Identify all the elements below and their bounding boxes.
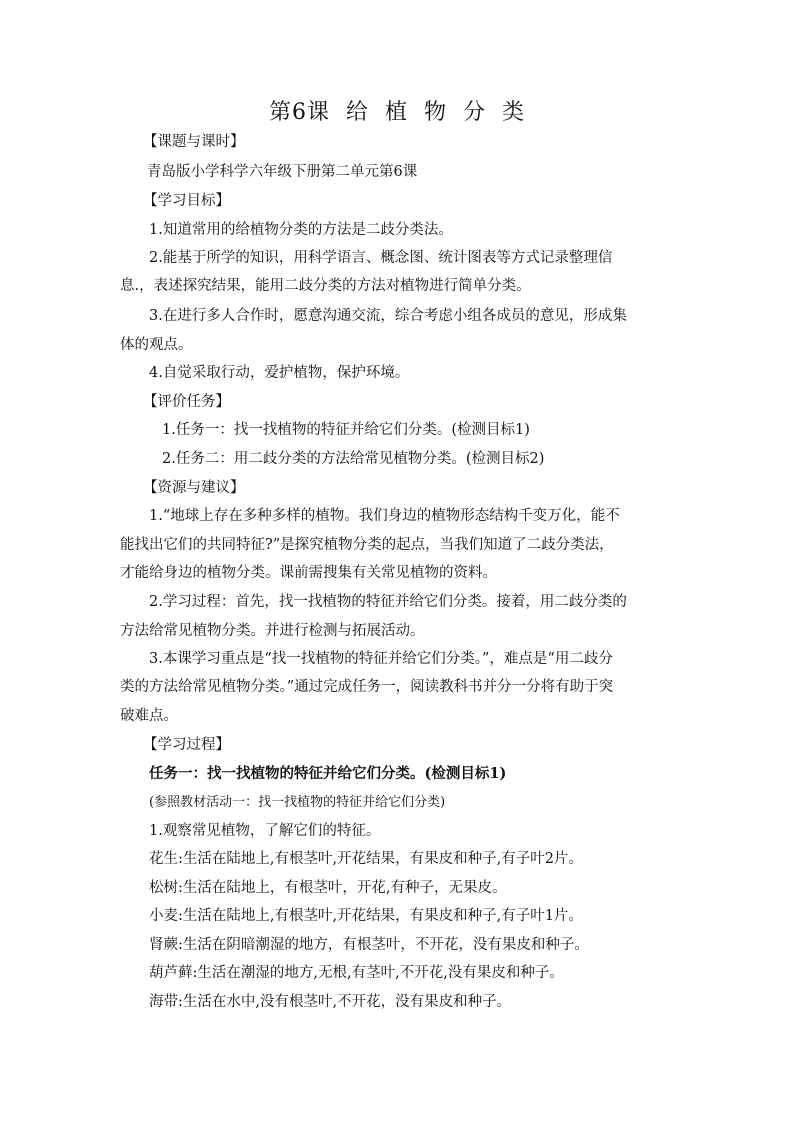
section-heading-objectives: 【学习目标】	[143, 193, 230, 209]
assessment-item: 1.任务一：找一找植物的特征并给它们分类。(检测目标1)	[162, 422, 530, 438]
resource-line: 方法给常见植物分类。并进行检测与拓展活动。	[120, 623, 425, 639]
topic-text: 青岛版小学科学六年级下册第二单元第6课	[147, 164, 418, 180]
plant-wheat: 小麦:生活在陆地上,有根茎叶,开花结果，有果皮和种子,有子叶1片。	[149, 908, 583, 924]
objective-line: 体的观点。	[120, 337, 193, 353]
objective-line: 4.自觉采取行动，爱护植物，保护环境。	[149, 365, 410, 381]
resource-line: 才能给身边的植物分类。课前需搜集有关常见植物的资料。	[120, 565, 497, 581]
section-heading-assessment: 【评价任务】	[143, 394, 230, 410]
resource-line: 类的方法给常见植物分类。”通过完成任务一，阅读教科书并分一分将有助于突	[120, 679, 614, 695]
objective-line: 息.，表述探究结果，能用二歧分类的方法对植物进行简单分类。	[120, 278, 531, 294]
resource-line: 能找出它们的共同特征?”是探究植物分类的起点，当我们知道了二歧分类法，	[120, 537, 614, 553]
objective-line: 3.在进行多人合作时，愿意沟通交流，综合考虑小组各成员的意见，形成集	[149, 308, 627, 324]
objective-line: 1.知道常用的给植物分类的方法是二歧分类法。	[149, 222, 453, 238]
resource-line: 3.本课学习重点是“找一找植物的特征并给它们分类。”，难点是“用二歧分	[149, 651, 613, 667]
plant-kelp: 海带:生活在水中,没有根茎叶,不开花，没有果皮和种子。	[149, 994, 512, 1010]
plant-peanut: 花生:生活在陆地上,有根茎叶,开花结果，有果皮和种子,有子叶2片。	[149, 851, 583, 867]
resource-line: 1.“地球上存在多种多样的植物。我们身边的植物形态结构千变万化，能不	[149, 508, 620, 524]
resource-line: 破难点。	[120, 708, 178, 724]
objective-line: 2.能基于所学的知识，用科学语言、概念图、统计图表等方式记录整理信	[149, 250, 613, 266]
section-heading-topic: 【课题与课时】	[143, 134, 245, 150]
lesson-title: 第6课 给 植 物 分 类	[269, 100, 525, 125]
reference-note: (参照教材活动一：找一找植物的特征并给它们分类)	[149, 795, 446, 810]
assessment-item: 2.任务二：用二歧分类的方法给常见植物分类。(检测目标2)	[162, 451, 545, 467]
process-line: 1.观察常见植物，了解它们的特征。	[149, 823, 381, 839]
section-heading-process: 【学习过程】	[143, 737, 230, 753]
section-heading-resources: 【资源与建议】	[143, 480, 245, 496]
resource-line: 2.学习过程：首先，找一找植物的特征并给它们分类。接着，用二歧分类的	[149, 594, 627, 610]
task-one-heading: 任务一：找一找植物的特征并给它们分类。(检测目标1)	[149, 765, 507, 782]
plant-moss: 葫芦藓:生活在潮湿的地方,无根,有茎叶,不开花,没有果皮和种子。	[149, 965, 564, 981]
plant-pine: 松树:生活在陆地上，有根茎叶，开花,有种子，无果皮。	[149, 880, 507, 896]
plant-fern: 肾蕨:生活在阴暗潮湿的地方，有根茎叶，不开花，没有果皮和种子。	[149, 937, 589, 953]
